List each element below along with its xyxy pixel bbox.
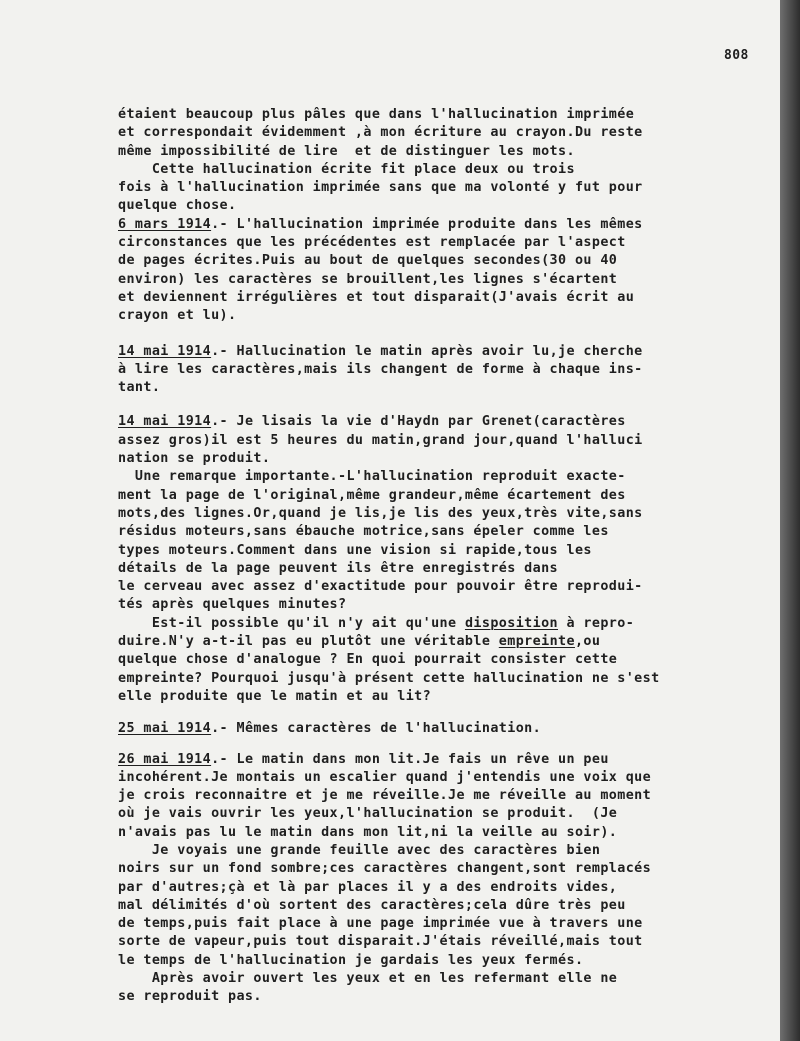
text-line: le temps de l'hallucination je gardais les yeux fermés. [118, 952, 584, 968]
text-line: et correspondait évidemment ,à mon écriture au crayon.Du reste [118, 125, 643, 141]
text-line: noirs sur un fond sombre;ces caractères changent,sont remplacés [118, 861, 652, 877]
text-fragment: ,ou [574, 634, 601, 650]
text-line: tés après quelques minutes? [118, 597, 347, 613]
text-line: nation se produit. [118, 451, 271, 467]
text-line: à lire les caractères,mais ils changent de forme à chaque ins- [118, 361, 643, 377]
text-line [118, 615, 768, 633]
text-line: n'avais pas lu le matin dans mon lit,ni la veille au soir). [118, 824, 618, 840]
diary-entry [118, 413, 768, 706]
entry-heading-line [118, 343, 768, 361]
text-line: sorte de vapeur,puis tout disparait.J'étais réveillé,mais tout [118, 934, 643, 950]
document-body [118, 106, 768, 1007]
text-line: et deviennent irrégulières et tout disparait(J'avais écrit au [118, 289, 635, 305]
paragraph-gap [118, 326, 768, 343]
text-line: détails de la page peuvent ils être enregistrés dans [118, 560, 559, 576]
underlined-word: disposition [464, 615, 559, 631]
text-line: se reproduit pas. [118, 989, 262, 1005]
paragraph-continuation [118, 106, 768, 216]
entry-date: 14 mai 1914 [118, 343, 212, 359]
entry-date: 26 mai 1914 [118, 751, 212, 767]
text-line: Une remarque importante.-L'hallucination reproduit exacte- [118, 469, 626, 485]
text-line: de pages écrites.Puis au bout de quelques secondes(30 ou 40 [118, 253, 618, 269]
text-line: étaient beaucoup plus pâles que dans l'hallucination imprimée [118, 107, 635, 122]
text-line: je crois reconnaitre et je me réveille.Je me réveille au moment [118, 788, 652, 804]
diary-entry [118, 720, 768, 738]
text-line: Après avoir ouvert les yeux et en les refermant elle ne [118, 971, 618, 987]
text-line: tant. [118, 380, 161, 396]
text-fragment: duire.N'y a-t-il pas eu plutôt une véritable [118, 634, 499, 650]
text-line: incohérent.Je montais un escalier quand j'entendis une voix que [118, 769, 652, 785]
text-line: ment la page de l'original,même grandeur,même écartement des [118, 487, 626, 503]
text-line: mots,des lignes.Or,quand je lis,je lis des yeux,très vite,sans [118, 505, 643, 521]
entry-heading-line [118, 216, 768, 234]
text-line: .- Hallucination le matin après avoir lu,je cherche [211, 343, 643, 359]
text-line: assez gros)il est 5 heures du matin,grand jour,quand l'halluci [118, 432, 643, 448]
text-line: même impossibilité de lire et de distinguer les mots. [118, 143, 575, 159]
text-fragment: Est-il possible qu'il n'y ait qu'une [118, 615, 465, 631]
entry-date: 6 mars 1914 [118, 216, 212, 232]
text-line: résidus moteurs,sans ébauche motrice,sans épeler comme les [118, 524, 609, 540]
page-edge-shadow [780, 0, 800, 1041]
underlined-word: empreinte [498, 634, 575, 650]
entry-heading-line [118, 720, 768, 738]
entry-heading-line [118, 413, 768, 431]
diary-entry [118, 751, 768, 1007]
text-line: mal délimités d'où sortent des caractères;cela dûre très peu [118, 897, 626, 913]
entry-heading-line [118, 751, 768, 769]
text-line: elle produite que le matin et au lit? [118, 688, 432, 704]
diary-entry [118, 343, 768, 398]
text-line: environ) les caractères se brouillent,les lignes s'écartent [118, 271, 618, 287]
page-number: 808 [724, 48, 749, 63]
text-fragment: à repro- [558, 615, 635, 631]
text-line: quelque chose d'analogue ? En quoi pourrait consister cette [118, 652, 618, 668]
paragraph-gap [118, 706, 768, 720]
text-line: .- L'hallucination imprimée produite dans les mêmes [211, 216, 643, 232]
entry-date: 25 mai 1914 [118, 721, 212, 737]
text-line: quelque chose. [118, 198, 237, 214]
paragraph-gap [118, 397, 768, 413]
text-line: .- Je lisais la vie d'Haydn par Grenet(caractères [211, 414, 626, 430]
text-line: Je voyais une grande feuille avec des caractères bien [118, 842, 601, 858]
text-line: le cerveau avec assez d'exactitude pour pouvoir être reprodui- [118, 579, 643, 595]
text-line: empreinte? Pourquoi jusqu'à présent cette hallucination ne s'est [118, 670, 660, 686]
text-line: .- Mêmes caractères de l'hallucination. [211, 721, 542, 737]
text-line: circonstances que les précédentes est remplacée par l'aspect [118, 235, 626, 251]
text-line: Cette hallucination écrite fit place deux ou trois [118, 161, 575, 177]
text-line: de temps,puis fait place à une page imprimée vue à travers une [118, 916, 643, 932]
text-line: fois à l'hallucination imprimée sans que ma volonté y fut pour [118, 180, 643, 196]
entry-date: 14 mai 1914 [118, 414, 212, 430]
text-line: où je vais ouvrir les yeux,l'hallucination se produit. (Je [118, 806, 618, 822]
text-line: crayon et lu). [118, 308, 237, 324]
diary-entry [118, 216, 768, 326]
paragraph-gap [118, 739, 768, 751]
text-line [118, 633, 768, 651]
text-line: .- Le matin dans mon lit.Je fais un rêve un peu [211, 751, 609, 767]
text-line: types moteurs.Comment dans une vision si rapide,tous les [118, 542, 592, 558]
text-line: par d'autres;çà et là par places il y a des endroits vides, [118, 879, 618, 895]
